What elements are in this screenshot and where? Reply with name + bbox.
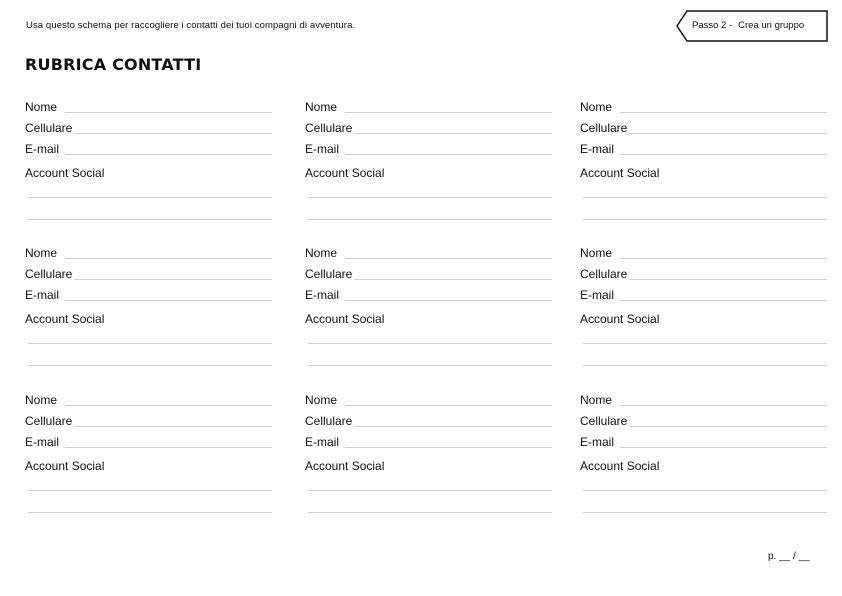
contact-card (580, 246, 827, 371)
social-field-label: Account Social (305, 312, 385, 326)
step-name: Crea un gruppo (738, 20, 805, 31)
email-field-line (345, 154, 552, 155)
phone-field-line (345, 133, 552, 134)
name-field-label: Nome (580, 393, 613, 407)
name-field-line (65, 112, 272, 113)
name-field-label: Nome (25, 246, 58, 260)
social-writing-line[interactable] (308, 197, 552, 198)
name-field-label: Nome (305, 246, 338, 260)
name-field-label: Nome (580, 246, 613, 260)
email-field-label: E-mail (25, 288, 60, 302)
email-field-label: E-mail (25, 142, 60, 156)
phone-field-label: Cellulare (580, 267, 628, 281)
social-writing-line[interactable] (28, 343, 272, 344)
intro-text: Usa questo schema per raccogliere i contatti dei tuoi compagni di avventura. (26, 20, 356, 31)
contact-card (25, 246, 272, 371)
social-field-label: Account Social (580, 166, 660, 180)
social-writing-line[interactable] (308, 365, 552, 366)
social-writing-line[interactable] (583, 197, 827, 198)
social-field-label: Account Social (25, 312, 105, 326)
social-field-label: Account Social (305, 459, 385, 473)
contact-card (25, 393, 272, 518)
contact-card (305, 246, 552, 371)
social-writing-line[interactable] (583, 343, 827, 344)
step-tag (676, 10, 828, 42)
contact-card (305, 100, 552, 225)
email-field-label: E-mail (305, 142, 340, 156)
name-field-line (620, 112, 827, 113)
social-writing-line[interactable] (28, 197, 272, 198)
phone-field-label: Cellulare (305, 121, 353, 135)
name-field-label: Nome (25, 393, 58, 407)
contact-card (580, 100, 827, 225)
social-writing-line[interactable] (583, 219, 827, 220)
social-field-label: Account Social (580, 312, 660, 326)
email-field-line (345, 300, 552, 301)
social-writing-line[interactable] (583, 512, 827, 513)
social-field-label: Account Social (25, 166, 105, 180)
name-field-line (345, 405, 552, 406)
email-field-label: E-mail (305, 288, 340, 302)
email-field-label: E-mail (580, 288, 615, 302)
social-writing-line[interactable] (28, 219, 272, 220)
name-field-line (345, 112, 552, 113)
email-field-label: E-mail (25, 435, 60, 449)
phone-field-line (345, 279, 552, 280)
name-field-line (345, 258, 552, 259)
social-writing-line[interactable] (308, 219, 552, 220)
social-writing-line[interactable] (308, 512, 552, 513)
phone-field-label: Cellulare (25, 121, 73, 135)
email-field-label: E-mail (580, 435, 615, 449)
name-field-label: Nome (305, 393, 338, 407)
email-field-line (65, 447, 272, 448)
page-title: RUBRICA CONTATTI (25, 55, 202, 74)
phone-field-label: Cellulare (25, 267, 73, 281)
social-writing-line[interactable] (28, 512, 272, 513)
phone-field-line (65, 426, 272, 427)
phone-field-line (620, 133, 827, 134)
contact-card (580, 393, 827, 518)
contact-card (25, 100, 272, 225)
phone-field-line (345, 426, 552, 427)
phone-field-line (620, 279, 827, 280)
social-writing-line[interactable] (308, 490, 552, 491)
social-field-label: Account Social (580, 459, 660, 473)
phone-field-line (620, 426, 827, 427)
email-field-label: E-mail (305, 435, 340, 449)
social-field-label: Account Social (25, 459, 105, 473)
email-field-line (620, 447, 827, 448)
page-number: p. __ / __ (768, 551, 810, 562)
email-field-line (65, 154, 272, 155)
social-field-label: Account Social (305, 166, 385, 180)
name-field-line (620, 405, 827, 406)
step-label: Passo 2 - (692, 20, 733, 31)
email-field-label: E-mail (580, 142, 615, 156)
phone-field-label: Cellulare (305, 414, 353, 428)
social-writing-line[interactable] (308, 343, 552, 344)
name-field-label: Nome (580, 100, 613, 114)
social-writing-line[interactable] (28, 365, 272, 366)
phone-field-label: Cellulare (580, 121, 628, 135)
email-field-line (620, 300, 827, 301)
name-field-line (65, 405, 272, 406)
email-field-line (65, 300, 272, 301)
name-field-line (65, 258, 272, 259)
email-field-line (345, 447, 552, 448)
phone-field-label: Cellulare (25, 414, 73, 428)
name-field-label: Nome (25, 100, 58, 114)
name-field-label: Nome (305, 100, 338, 114)
phone-field-line (65, 133, 272, 134)
name-field-line (620, 258, 827, 259)
phone-field-label: Cellulare (305, 267, 353, 281)
email-field-line (620, 154, 827, 155)
phone-field-label: Cellulare (580, 414, 628, 428)
social-writing-line[interactable] (583, 490, 827, 491)
phone-field-line (65, 279, 272, 280)
social-writing-line[interactable] (28, 490, 272, 491)
social-writing-line[interactable] (583, 365, 827, 366)
contact-card (305, 393, 552, 518)
